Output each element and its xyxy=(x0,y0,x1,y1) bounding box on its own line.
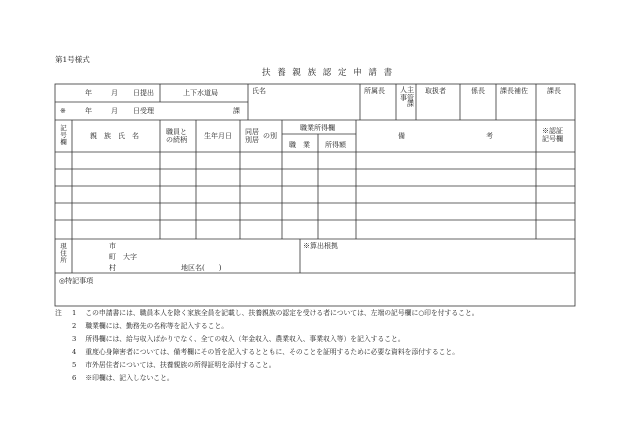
mark-label: ※ xyxy=(60,107,66,115)
personnel-section-label: 人 主 管 事 課 xyxy=(400,86,414,109)
note-item: 6 ※印欄は、記入しないこと。 xyxy=(72,374,174,382)
birthdate-header: 生年月日 xyxy=(204,132,232,140)
city-label: 市 xyxy=(109,242,116,250)
village-label: 村 xyxy=(109,264,116,272)
income-header: 所得額 xyxy=(325,141,346,149)
form-title: 扶 養 親 族 認 定 申 請 書 xyxy=(262,68,395,78)
name-label: 氏名 xyxy=(252,87,266,95)
manager-label: 課長 xyxy=(547,87,561,95)
month-label: 月 xyxy=(111,89,118,97)
remarks-header-2: 考 xyxy=(486,132,493,140)
job-income-header: 職業所得欄 xyxy=(300,124,335,132)
district-label: 地区名( ) xyxy=(181,264,222,272)
note-item: 4 重度心身障害者については、備考欄にその旨を記入するとともに、そのことを証明するために必要な資料を添付すること。 xyxy=(72,348,460,356)
calc-basis-label: ※算出根拠 xyxy=(303,242,338,250)
note-item: 5 市外居住者については、扶養親族の所得証明を添付すること。 xyxy=(72,361,276,369)
record-column-header: 記 号 欄 xyxy=(60,124,67,146)
chief-label: 係長 xyxy=(471,87,485,95)
received-label: 日受理 xyxy=(133,107,154,115)
town-label: 町 大字 xyxy=(109,253,137,261)
handler-label: 取扱者 xyxy=(425,87,446,95)
cohabitation-header: 同居 別居 xyxy=(245,128,259,145)
remarks-header-1: 備 xyxy=(398,132,405,140)
submitted-label: 日提出 xyxy=(133,89,154,97)
note-item: 1 この申請書には、職員本人を除く家族全員を記載し、扶養親族の認定を受ける者については、左端の記号欄に○印を付すること。 xyxy=(72,309,479,317)
relationship-header: 職員と の続柄 xyxy=(166,128,187,145)
department-label: 上下水道局 xyxy=(183,89,218,97)
month-label-2: 月 xyxy=(111,107,118,115)
notes-label: 注 xyxy=(55,309,62,317)
relative-name-header: 親 族 氏 名 xyxy=(90,132,139,140)
address-label: 現 住 所 xyxy=(60,242,67,264)
certification-header: ※認証 記号欄 xyxy=(542,127,563,144)
form-number: 第1号様式 xyxy=(55,55,90,64)
cohabitation-suffix: の別 xyxy=(263,132,277,140)
year-label: 年 xyxy=(85,89,92,97)
assistant-manager-label: 課長補佐 xyxy=(500,87,528,95)
note-item: 2 職業欄には、勤務先の名称等を記入すること。 xyxy=(72,322,229,330)
section-label: 課 xyxy=(233,107,240,115)
special-notes-label: ◎特記事項 xyxy=(59,277,94,285)
year-label-2: 年 xyxy=(85,107,92,115)
job-header: 職 業 xyxy=(289,141,310,149)
affiliation-head-label: 所属長 xyxy=(364,87,385,95)
note-item: 3 所得欄には、給与収入ばかりでなく、全ての収入（年金収入、農業収入、事業収入等）を記入すること。 xyxy=(72,335,405,343)
